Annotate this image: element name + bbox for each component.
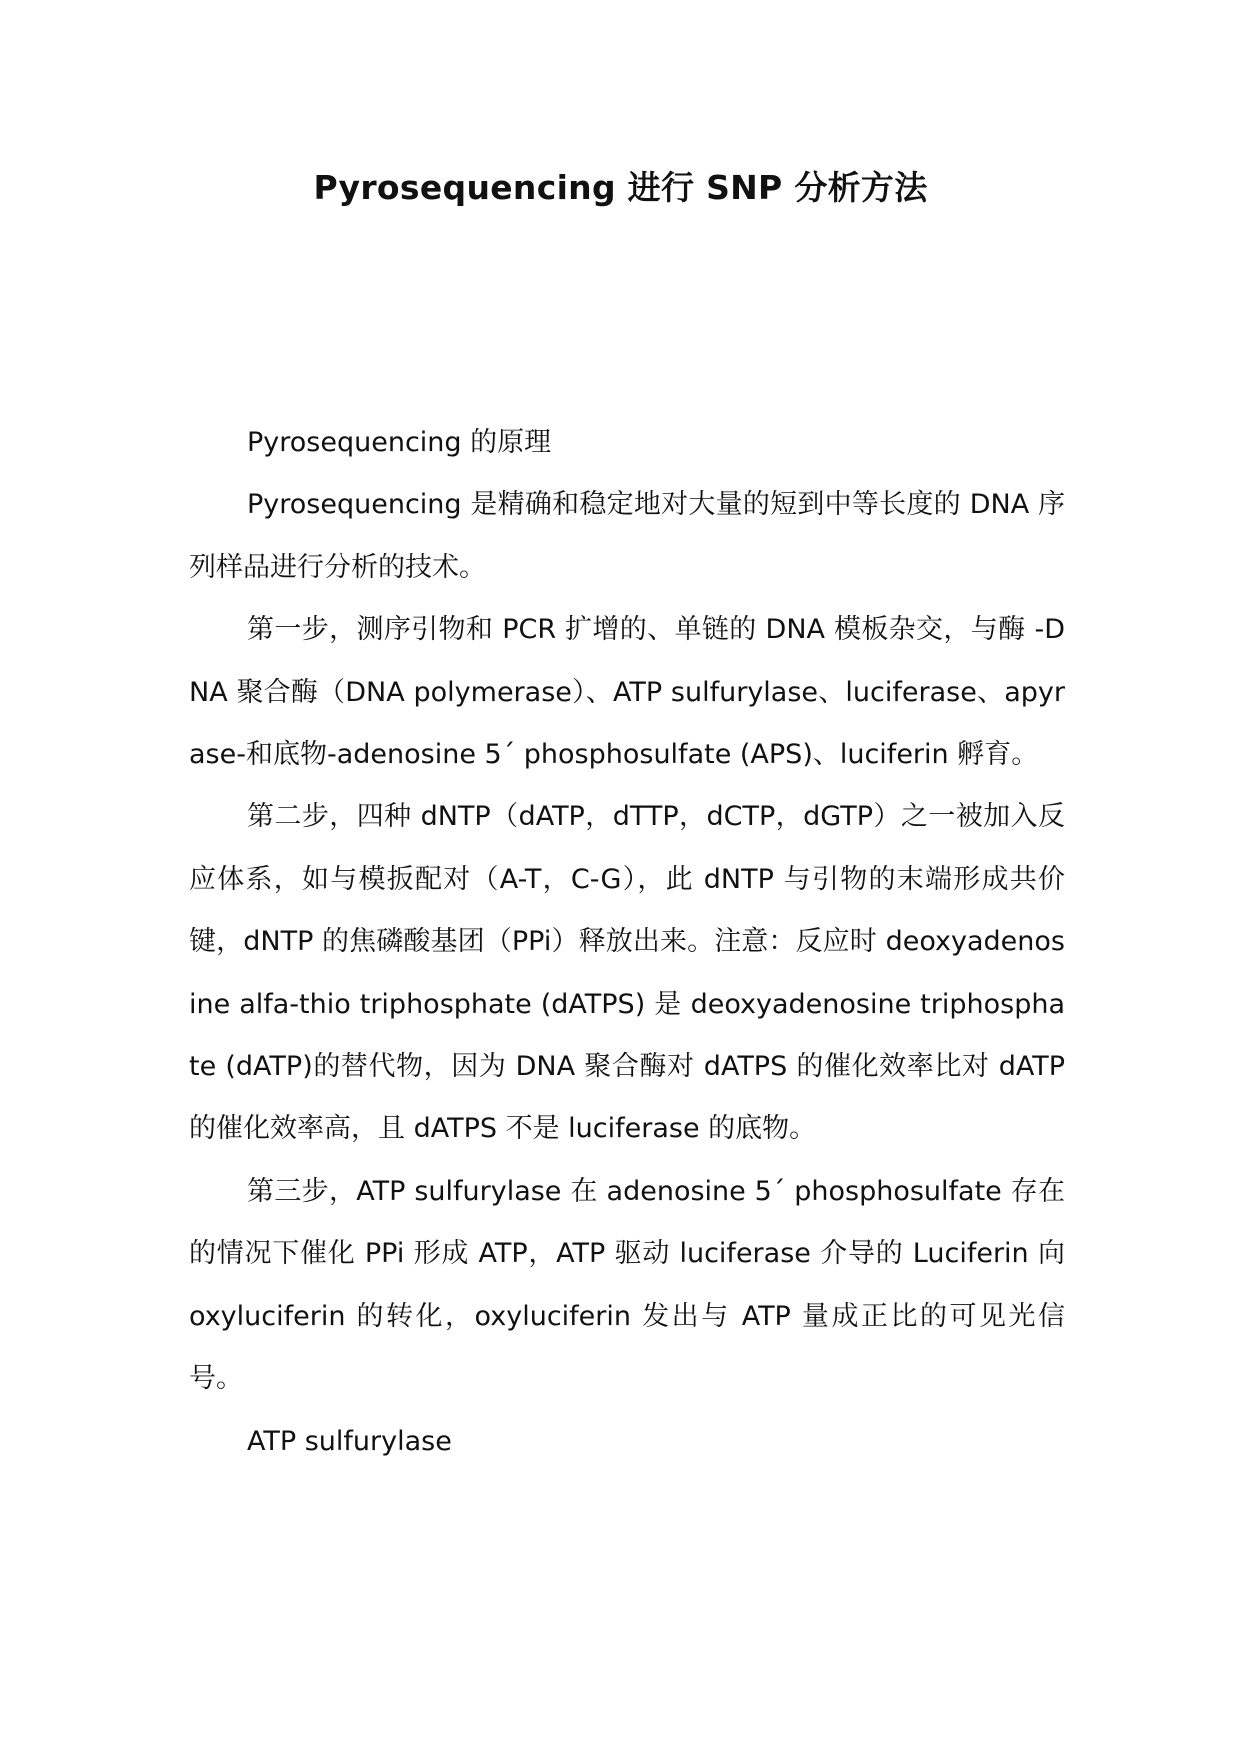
- paragraph-heading-principle: Pyrosequencing 的原理: [247, 427, 552, 458]
- paragraph-step-one: 第一步，测序引物和 PCR 扩增的、单链的 DNA 模板杂交，与酶 -DNA 聚合酶（DNA polymerase）、ATP sulfurylase、luciferase、apyrase-和底物-adenosine 5´ phosphosulfate (APS)、luciferin 孵育。: [189, 614, 1065, 771]
- paragraph-step-two: 第二步，四种 dNTP（dATP，dTTP，dCTP，dGTP）之一被加入反应体系，如与模扳配对（A-T，C-G），此 dNTP 与引物的末端形成共价键，dNTP 的焦磷酸基团（PPi）释放出来。注意：反应时 deoxyadenosine alfa-thio triphosphate (dATPS) 是 deoxyadenosine triphosphate (dATP)的替代物，因为 DNA 聚合酶对 dATPS 的催化效率比对 dATP 的催化效率高，且 dATPS 不是 luciferase 的底物。: [189, 801, 1065, 1145]
- document-body: [189, 412, 1065, 1473]
- paragraph-atp-sulfurylase: ATP sulfurylase: [247, 1425, 452, 1457]
- paragraph-step-three: 第三步，ATP sulfurylase 在 adenosine 5´ phosphosulfate 存在的情况下催化 PPi 形成 ATP，ATP 驱动 luciferase 介导的 Luciferin 向 oxyluciferin 的转化，oxyluciferin 发出与 ATP 量成正比的可见光信号。: [189, 1175, 1065, 1395]
- document-title: Pyrosequencing 进行 SNP 分析方法: [313, 168, 928, 207]
- paragraph-intro: Pyrosequencing 是精确和稳定地对大量的短到中等长度的 DNA 序列样品进行分析的技术。: [189, 489, 1065, 583]
